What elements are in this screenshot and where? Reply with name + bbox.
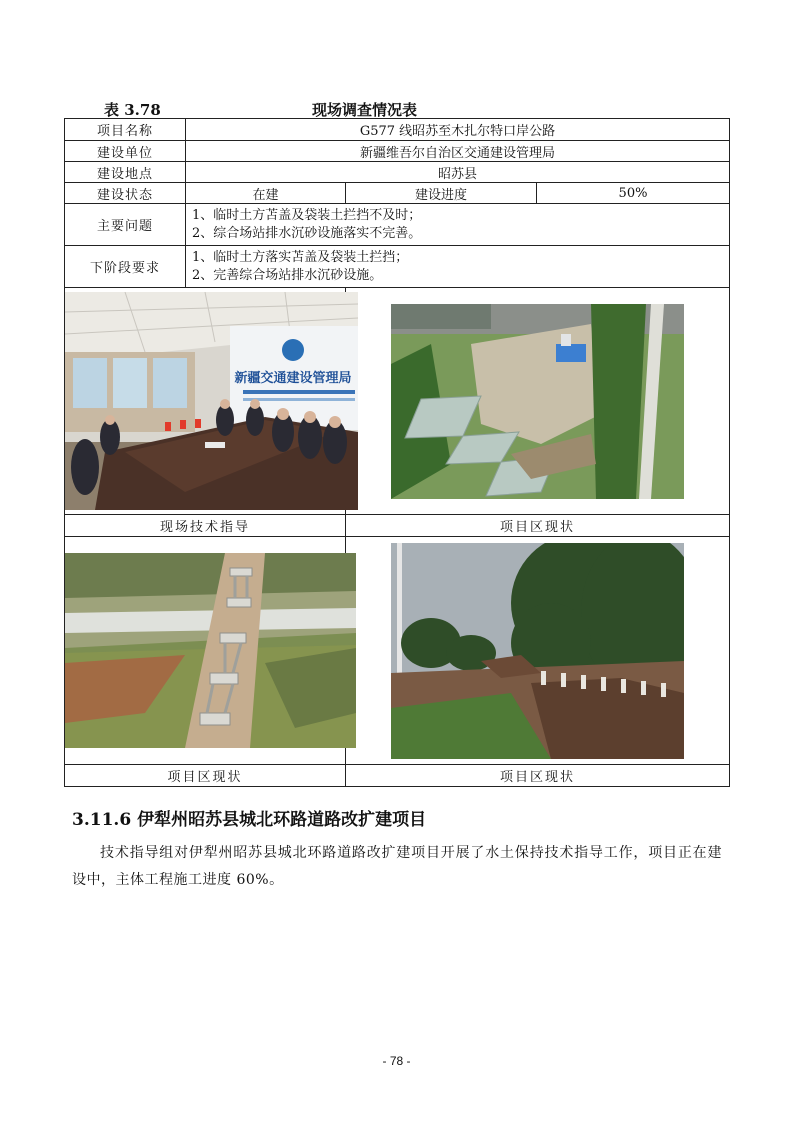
label-problems: 主要问题 [65, 204, 186, 246]
value-progress: 50% [537, 183, 730, 204]
photo-caption-aerial-site: 项目区现状 [346, 515, 730, 537]
photo-caption-pier-construction: 项目区现状 [65, 765, 346, 787]
pier-construction-photo [65, 553, 356, 748]
photo-cell-aerial-site [346, 288, 730, 515]
row-builder [65, 141, 730, 162]
label-progress: 建设进度 [346, 183, 537, 204]
label-location: 建设地点 [65, 162, 186, 183]
survey-table [64, 118, 730, 787]
photo-caption-row-2 [65, 765, 730, 787]
label-project-name: 项目名称 [65, 119, 186, 141]
requirement-item: 1、临时土方落实苫盖及袋装土拦挡； [192, 249, 409, 265]
value-status: 在建 [186, 183, 346, 204]
problem-item: 1、临时土方苫盖及袋装土拦挡不及时； [192, 207, 422, 223]
wall-sign-text: 新疆交通建设管理局 [234, 371, 352, 386]
value-next-requirements [186, 246, 730, 288]
label-next-requirements: 下阶段要求 [65, 246, 186, 288]
photo-cell-pier-construction [65, 537, 346, 765]
requirement-item: 2、完善综合场站排水沉砂设施。 [192, 267, 383, 283]
table-title: 现场调查情况表 [312, 101, 418, 119]
photo-caption-row-1 [65, 515, 730, 537]
photo-caption-roadside-trees: 项目区现状 [346, 765, 730, 787]
section-paragraph: 技术指导组对伊犁州昭苏县城北环路道路改扩建项目开展了水土保持技术指导工作，项目正在建设中，主体工程施工进度 60%。 [72, 845, 722, 888]
label-status: 建设状态 [65, 183, 186, 204]
row-project-name [65, 119, 730, 141]
photo-row-1 [65, 288, 730, 515]
aerial-site-photo [391, 304, 684, 499]
section-heading: 3.11.6 伊犁州昭苏县城北环路道路改扩建项目 [72, 810, 427, 830]
roadside-trees-photo [391, 543, 684, 759]
photo-cell-meeting [65, 288, 352, 515]
problem-item: 2、综合场站排水沉砂设施落实不完善。 [192, 225, 422, 241]
photo-cell-roadside-trees [346, 537, 730, 765]
value-problems [186, 204, 730, 246]
row-next-requirements [65, 246, 730, 288]
page-number: - 78 - [382, 1054, 411, 1068]
photo-row-2 [65, 537, 730, 765]
row-location [65, 162, 730, 183]
table-number: 表 3.78 [104, 101, 161, 119]
row-status [65, 183, 730, 204]
value-location: 昭苏县 [186, 162, 730, 183]
row-problems [65, 204, 730, 246]
label-builder: 建设单位 [65, 141, 186, 162]
value-builder: 新疆维吾尔自治区交通建设管理局 [186, 141, 730, 162]
meeting-room-photo [65, 292, 358, 510]
photo-caption-meeting: 现场技术指导 [65, 515, 346, 537]
table-caption [64, 99, 729, 119]
value-project-name: G577 线昭苏至木扎尔特口岸公路 [186, 119, 730, 141]
